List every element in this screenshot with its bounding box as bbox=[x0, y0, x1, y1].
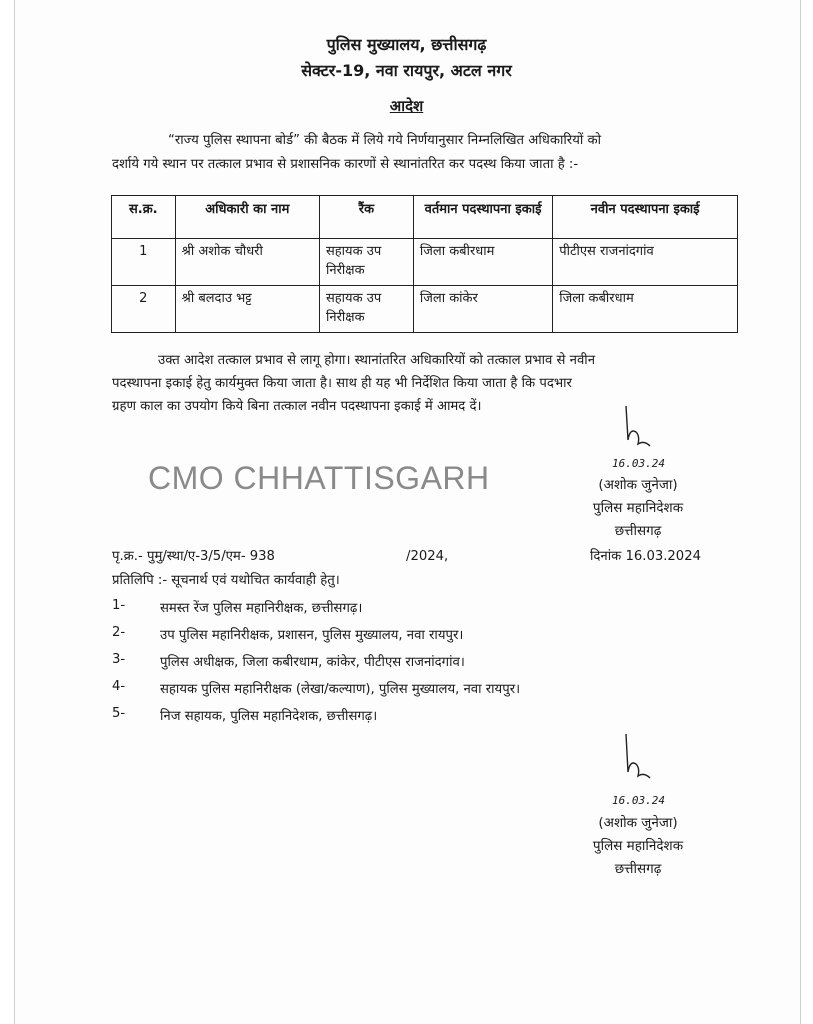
col-header-name: अधिकारी का नाम bbox=[175, 196, 319, 239]
cell-rank: सहायक उप निरीक्षक bbox=[319, 286, 413, 333]
para2-line-2: पदस्थापना इकाई हेतु कार्यमुक्त किया जाता है। साथ ही यह भी निर्देशित किया जाता है कि पदभार bbox=[112, 376, 572, 391]
signatory-name-1: (अशोक जुनेजा) bbox=[598, 477, 678, 493]
copy-item-number: 5- bbox=[112, 706, 126, 721]
signatory-state-1: छत्तीसगढ़ bbox=[614, 523, 662, 539]
signatory-designation-1: पुलिस महानिदेशक bbox=[592, 500, 684, 516]
copy-heading: प्रतिलिपि :- सूचनार्थ एवं यथोचित कार्यवाही हेतु। bbox=[112, 573, 340, 588]
signature-date-1: 16.03.24 bbox=[612, 457, 665, 470]
col-header-rank: रैंक bbox=[319, 196, 413, 239]
header-office: पुलिस मुख्यालय, छत्तीसगढ़ bbox=[326, 35, 487, 54]
copy-item-number: 3- bbox=[112, 652, 126, 667]
cell-rank: सहायक उप निरीक्षक bbox=[319, 239, 413, 286]
col-header-current-unit: वर्तमान पदस्थापना इकाई bbox=[413, 196, 552, 239]
copy-item-text: निज सहायक, पुलिस महानिदेशक, छत्तीसगढ़। bbox=[160, 709, 378, 724]
signature-date-2: 16.03.24 bbox=[612, 794, 665, 807]
col-header-new-unit: नवीन पदस्थापना इकाई bbox=[553, 196, 738, 239]
cell-name: श्री अशोक चौधरी bbox=[175, 239, 319, 286]
cell-current-unit: जिला कांकेर bbox=[413, 286, 552, 333]
transfer-table bbox=[111, 195, 738, 333]
copy-item-number: 1- bbox=[112, 598, 126, 613]
reference-date: दिनांक 16.03.2024 bbox=[590, 549, 701, 564]
reference-year: /2024, bbox=[406, 549, 449, 564]
reference-number: पृ.क्र.- पुमु/स्था/ए-3/5/एम- 938 bbox=[112, 549, 275, 564]
intro-line-2: दर्शाये गये स्थान पर तत्काल प्रभाव से प्रशासनिक कारणों से स्थानांतरित कर पदस्थ किया जाता है :- bbox=[112, 157, 579, 172]
signature-mark-1 bbox=[600, 400, 690, 460]
header-address: सेक्टर-19, नवा रायपुर, अटल नगर bbox=[301, 61, 512, 80]
signatory-name-2: (अशोक जुनेजा) bbox=[598, 815, 678, 831]
cell-sno: 2 bbox=[112, 286, 176, 333]
watermark-text: CMO CHHATTISGARH bbox=[148, 460, 490, 496]
table-row bbox=[112, 239, 738, 286]
signatory-state-2: छत्तीसगढ़ bbox=[614, 861, 662, 877]
cell-new-unit: जिला कबीरधाम bbox=[553, 286, 738, 333]
copy-item-text: समस्त रेंज पुलिस महानिरीक्षक, छत्तीसगढ़। bbox=[160, 601, 363, 616]
copy-item-number: 4- bbox=[112, 679, 126, 694]
document-title: आदेश bbox=[389, 97, 424, 115]
para2-line-3: ग्रहण काल का उपयोग किये बिना तत्काल नवीन पदस्थापना इकाई में आमद दें। bbox=[112, 399, 482, 414]
table-header-row bbox=[112, 196, 738, 239]
cell-sno: 1 bbox=[112, 239, 176, 286]
copy-item-text: सहायक पुलिस महानिरीक्षक (लेखा/कल्याण), पुलिस मुख्यालय, नवा रायपुर। bbox=[160, 682, 521, 697]
col-header-sno: स.क्र. bbox=[112, 196, 176, 239]
intro-line-1: “राज्य पुलिस स्थापना बोर्ड” की बैठक में लिये गये निर्णयानुसार निम्नलिखित अधिकारियों को bbox=[168, 133, 602, 148]
cell-name: श्री बलदाउ भट्ट bbox=[175, 286, 319, 333]
cell-new-unit: पीटीएस राजनांदगांव bbox=[553, 239, 738, 286]
signatory-designation-2: पुलिस महानिदेशक bbox=[592, 838, 684, 854]
copy-item-text: उप पुलिस महानिरीक्षक, प्रशासन, पुलिस मुख्यालय, नवा रायपुर। bbox=[160, 628, 464, 643]
signature-mark-2 bbox=[600, 728, 690, 792]
para2-line-1: उक्त आदेश तत्काल प्रभाव से लागू होगा। स्थानांतरित अधिकारियों को तत्काल प्रभाव से नवीन bbox=[158, 353, 596, 368]
copy-item-text: पुलिस अधीक्षक, जिला कबीरधाम, कांकेर, पीटीएस राजनांदगांव। bbox=[160, 655, 465, 670]
copy-item-number: 2- bbox=[112, 625, 126, 640]
cell-current-unit: जिला कबीरधाम bbox=[413, 239, 552, 286]
table-row bbox=[112, 286, 738, 333]
